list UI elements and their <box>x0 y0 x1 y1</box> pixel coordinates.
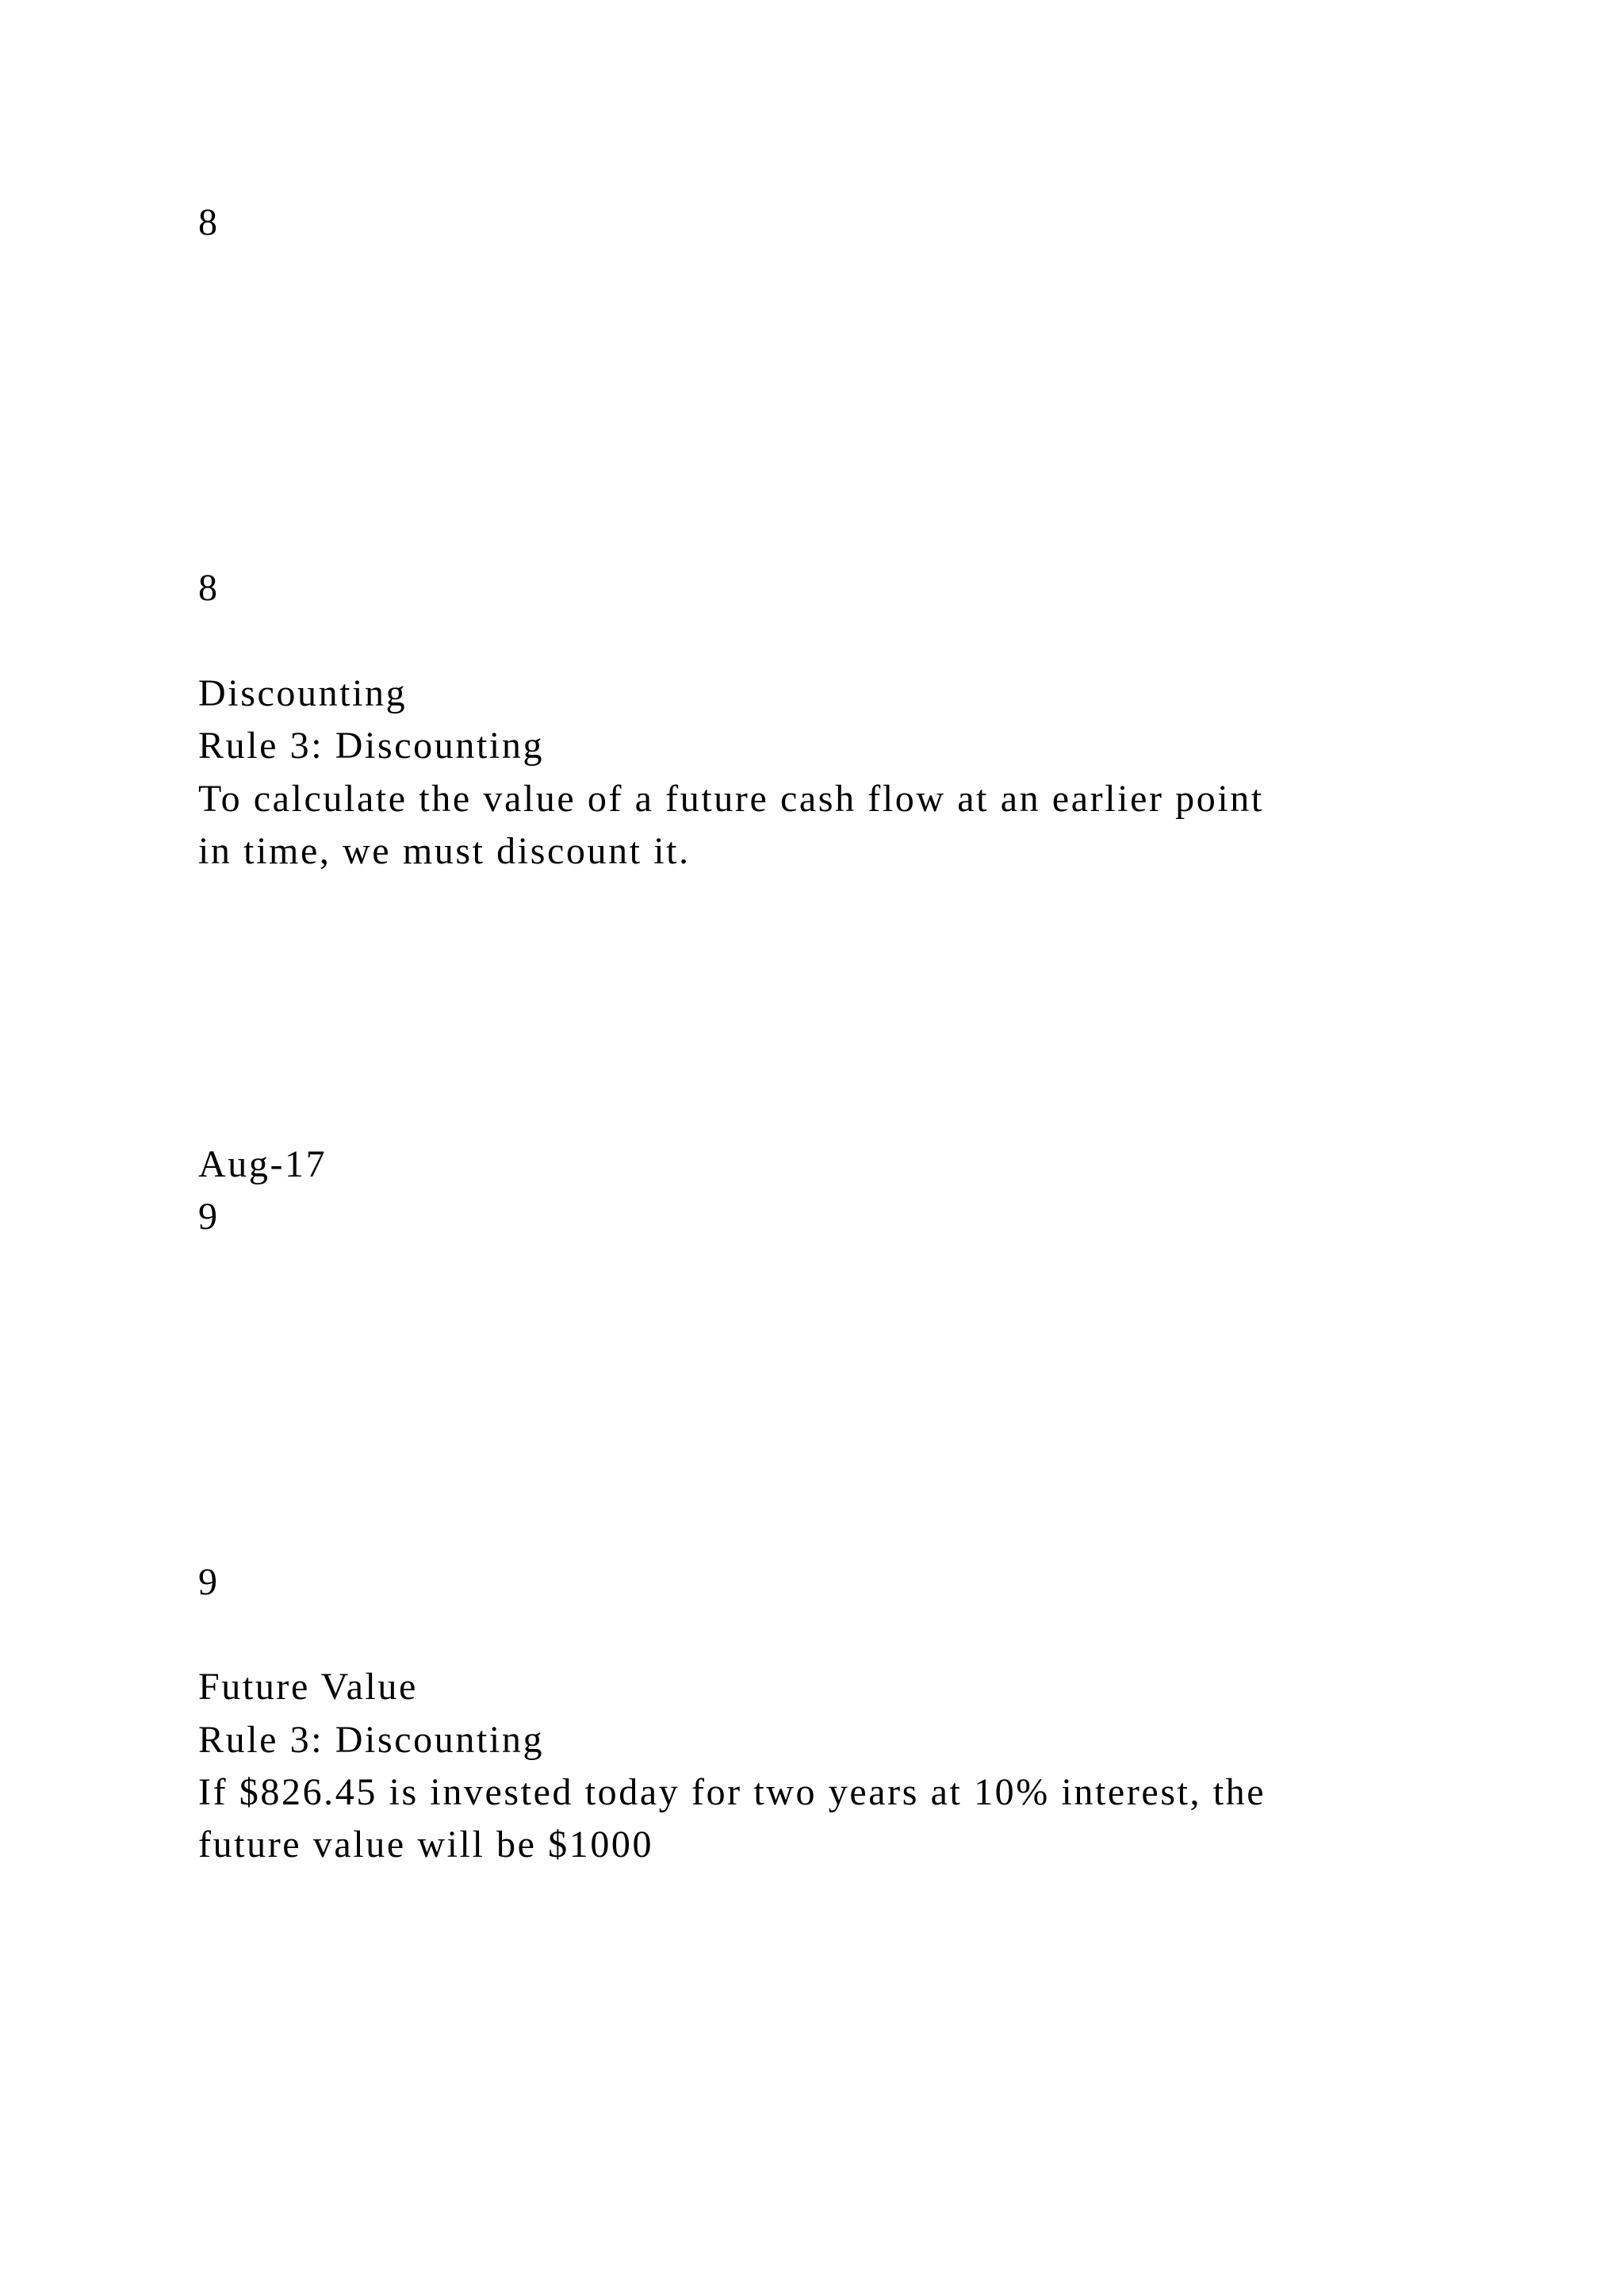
body-text: To calculate the value of a future cash flow at an earlier point <box>198 778 1264 820</box>
section-subheading: Rule 3: Discounting <box>198 1719 545 1761</box>
slide-number: 8 <box>198 201 220 243</box>
body-text: in time, we must discount it. <box>198 830 691 872</box>
slide-number: 9 <box>198 1196 220 1238</box>
section-subheading: Rule 3: Discounting <box>198 725 545 767</box>
section-heading: Future Value <box>198 1666 418 1708</box>
body-text: future value will be $1000 <box>198 1823 654 1866</box>
slide-number: 8 <box>198 567 220 609</box>
section-heading: Discounting <box>198 672 408 714</box>
body-text: If $826.45 is invested today for two years at 10% interest, the <box>198 1771 1266 1813</box>
slide-number: 9 <box>198 1561 220 1603</box>
date-label: Aug-17 <box>198 1143 327 1185</box>
